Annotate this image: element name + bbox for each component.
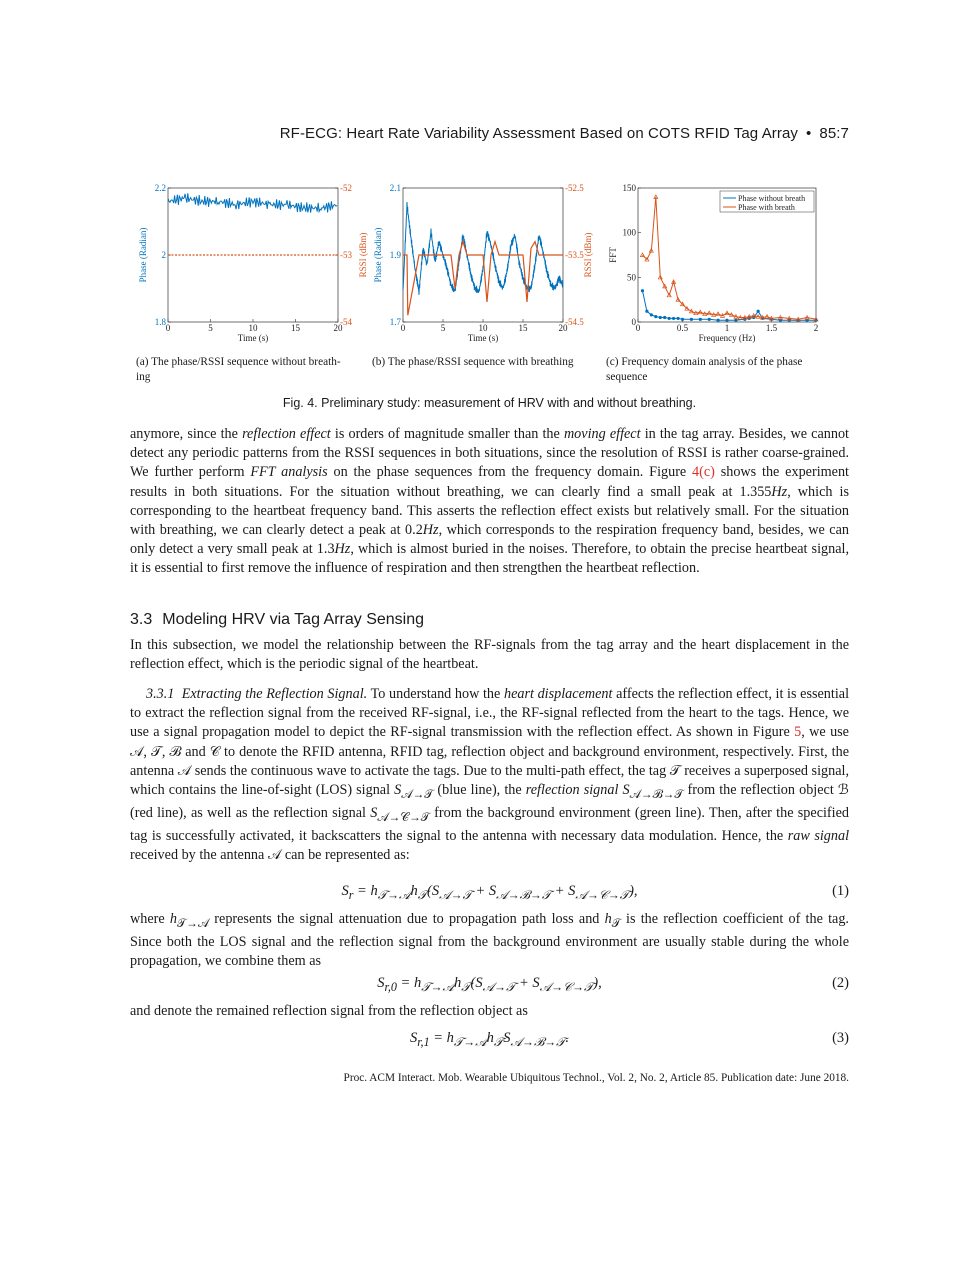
y-tick-label: 2 <box>161 250 166 260</box>
y-tick-label: 1.8 <box>154 317 166 327</box>
data-point <box>672 317 675 320</box>
caption-c <box>606 355 851 385</box>
figure-ref-5[interactable]: 5 <box>794 724 802 741</box>
data-point <box>725 319 728 322</box>
equation-2-formula: $S_{r,0} = h_{𝒯\to 𝒜}h_𝒯(S_{𝒜\to 𝒯} + S_{𝒜\to 𝒞\to 𝒯})$, <box>377 975 602 994</box>
series-line-2 <box>643 197 817 319</box>
y2-tick-label: -54 <box>340 317 352 327</box>
series-line-1 <box>643 291 817 321</box>
y-tick-label: 2.2 <box>154 183 166 193</box>
x-tick-label: 0.5 <box>676 323 689 333</box>
y-tick-label: 1.7 <box>389 317 401 327</box>
data-point <box>734 319 737 322</box>
caption-c-line2: sequence <box>606 371 648 383</box>
y-axis-label: Phase (Radian) <box>373 227 383 283</box>
y2-tick-label: -52 <box>340 183 352 193</box>
paragraph-5: and denote the remained reflection signal from the reflection object as <box>130 1003 528 1019</box>
x-tick-label: 5 <box>440 323 446 333</box>
running-title: RF-ECG: Heart Rate Variability Assessment Based on COTS RFID Tag Array <box>279 125 799 142</box>
x-tick-label: 0 <box>635 323 641 333</box>
paragraph-2: In this subsection, we model the relationship between the RF-signals from the tag array and the heart displacement in the reflection effect, which is the periodic signal of the heartbeat. <box>130 637 849 673</box>
equation-2-number: (2) <box>832 975 849 991</box>
chart-c <box>600 182 850 347</box>
data-point <box>690 318 693 321</box>
data-point <box>699 318 702 321</box>
legend-label: Phase without breath <box>738 194 806 203</box>
y-tick-label: 2.1 <box>389 183 401 193</box>
data-point <box>668 317 671 320</box>
y2-axis-label: RSSI (dBm) <box>583 232 593 278</box>
subsection-number: 3.3.1 <box>146 686 175 702</box>
subsection-title: Extracting the Reflection Signal. <box>181 686 368 702</box>
x-tick-label: 5 <box>208 323 213 333</box>
x-axis-label: Time (s) <box>467 333 499 343</box>
x-tick-label: 0 <box>165 323 171 333</box>
y-tick-label: 150 <box>622 183 636 193</box>
x-tick-label: 2 <box>813 323 819 333</box>
data-point <box>645 310 648 313</box>
data-point <box>654 315 657 318</box>
paragraph-3: 3.3.1 Extracting the Reflection Signal. To understand how the heart displacement affects the reflection effect, it is essential to extract the reflection signal from the received RF-signal, i.e., the RF-signal reflected from the heart to the tags. Hence, we use a signal propagation model to depict the RF-signal transmission with the reflection effect. As shown in Figure 5, we use 𝒜, 𝒯, ℬ and 𝒞 to denote the RFID antenna, RFID tag, reflection object and background environment, respectively. First, the antenna 𝒜 sends the continuous wave to activate the tags. Due to the multi-path effect, the tag 𝒯 receives a superposed signal, which contains the line-of-sight (LOS) signal $S_{𝒜\to 𝒯}$ (blue line), the reflection signal $S_{𝒜\to ℬ\to 𝒯}$ from the reflection object ℬ (red line), as well as the reflection signal $S_{𝒜\to 𝒞\to 𝒯}$ from the background environment (green line). Then, after the specified tag is successfully activated, it backscatters the signal to the antenna with necessary data modulation. Hence, the raw signal received by the antenna 𝒜 can be represented as: <box>130 686 850 864</box>
separator: • <box>806 125 812 142</box>
y2-tick-label: -52.5 <box>565 183 584 193</box>
y2-tick-label: -53 <box>340 250 352 260</box>
section-title: Modeling HRV via Tag Array Sensing <box>162 611 425 628</box>
data-point <box>708 318 711 321</box>
paragraph-1: anymore, since the reflection effect is orders of magnitude smaller than the moving effect in the tag array. Besides, we cannot detect any periodic patterns from the RSSI sequences in both situations, since the resolution of RSSI is rather coarse-grained. We further perform FFT analysis on the phase sequences from the frequency domain. Figure 4(c) shows the experiment results in both situations. For the situation without breathing, we can clearly find a small peak at 1.355Hz, which is corresponding to the heartbeat frequency band. This asserts the reflection effect exists but relatively small. For the situation with breathing, we can clearly detect a peak at 0.2Hz, which corresponds to the respiration frequency band, besides, we can only detect a very small peak at 1.3Hz, which is almost buried in the noises. Therefore, to obtain the precise heartbeat signal, it is essential to first remove the influence of respiration and then strengthen the heartbeat reflection. <box>130 426 850 577</box>
running-head <box>280 125 849 142</box>
y2-tick-label: -54.5 <box>565 317 584 327</box>
section-number: 3.3 <box>130 611 153 628</box>
equation-1-formula: $S_r = h_{𝒯\to 𝒜}h_𝒯(S_{𝒜\to 𝒯} + S_{𝒜\to ℬ\to 𝒯} + S_{𝒜\to 𝒞\to 𝒯})$, <box>341 883 638 902</box>
equation-1-number: (1) <box>832 883 849 899</box>
data-point <box>650 313 653 316</box>
x-tick-label: 15 <box>518 323 528 333</box>
x-tick-label: 10 <box>478 323 488 333</box>
caption-a-line2: ing <box>136 371 151 383</box>
equation-2 <box>130 975 849 995</box>
x-tick-label: 1.5 <box>765 323 778 333</box>
caption-a <box>136 355 376 385</box>
data-point <box>641 289 644 292</box>
caption-b-line1: (b) The phase/RSSI sequence with breathing <box>372 356 574 368</box>
y-tick-label: 0 <box>631 317 636 327</box>
data-point <box>757 310 760 313</box>
figure-4 <box>130 182 850 347</box>
rssi-series <box>403 242 563 316</box>
paragraph-4: where $h_{𝒯\to 𝒜}$ represents the signal attenuation due to propagation path loss and $h_𝒯$ is the reflection coefficient of the tag. Since both the LOS signal and the reflection signal from the background environment are usually stable during the whole propagation, we combine them as <box>130 911 849 970</box>
y-tick-label: 1.9 <box>389 250 401 260</box>
data-point <box>717 319 720 322</box>
data-point <box>640 253 644 257</box>
equation-3 <box>130 1030 849 1050</box>
page-footer: Proc. ACM Interact. Mob. Wearable Ubiquitous Technol., Vol. 2, No. 2, Article 85. Publication date: June 2018. <box>343 1072 849 1084</box>
x-tick-label: 20 <box>558 323 568 333</box>
data-point <box>659 316 662 319</box>
x-tick-label: 15 <box>291 323 300 333</box>
equation-3-number: (3) <box>832 1030 849 1046</box>
figure-caption: Fig. 4. Preliminary study: measurement of HRV with and without breathing. <box>282 396 697 410</box>
y2-axis-label: RSSI (dBm) <box>358 232 368 278</box>
chart-a <box>130 182 368 347</box>
y2-tick-label: -53.5 <box>565 250 584 260</box>
x-axis-label: Frequency (Hz) <box>698 333 756 343</box>
legend-label: Phase with breath <box>738 203 795 212</box>
data-point <box>681 318 684 321</box>
y-axis-label: Phase (Radian) <box>138 227 148 283</box>
x-tick-label: 10 <box>248 323 258 333</box>
x-tick-label: 1 <box>724 323 730 333</box>
section-heading <box>130 611 424 629</box>
equation-1 <box>130 883 849 903</box>
x-axis-label: Time (s) <box>237 333 269 343</box>
phase-series <box>168 193 337 212</box>
x-tick-label: 0 <box>400 323 406 333</box>
caption-c-line1: (c) Frequency domain analysis of the phase <box>606 356 803 368</box>
equation-3-formula: $S_{r,1} = h_{𝒯\to 𝒜}h_𝒯S_{𝒜\to ℬ\to 𝒯}$. <box>409 1030 570 1049</box>
phase-series <box>403 202 563 295</box>
caption-a-line1: (a) The phase/RSSI sequence without breath- <box>136 356 341 368</box>
y-tick-label: 50 <box>627 272 636 283</box>
figure-ref-4c[interactable]: 4(c) <box>692 464 715 481</box>
chart-b <box>365 182 600 347</box>
page-number: 85:7 <box>819 125 849 142</box>
caption-b <box>372 355 608 370</box>
x-tick-label: 20 <box>333 323 343 333</box>
y-axis-label: FFT <box>608 247 618 263</box>
data-point <box>676 317 679 320</box>
y-tick-label: 100 <box>622 227 636 238</box>
data-point <box>663 316 666 319</box>
